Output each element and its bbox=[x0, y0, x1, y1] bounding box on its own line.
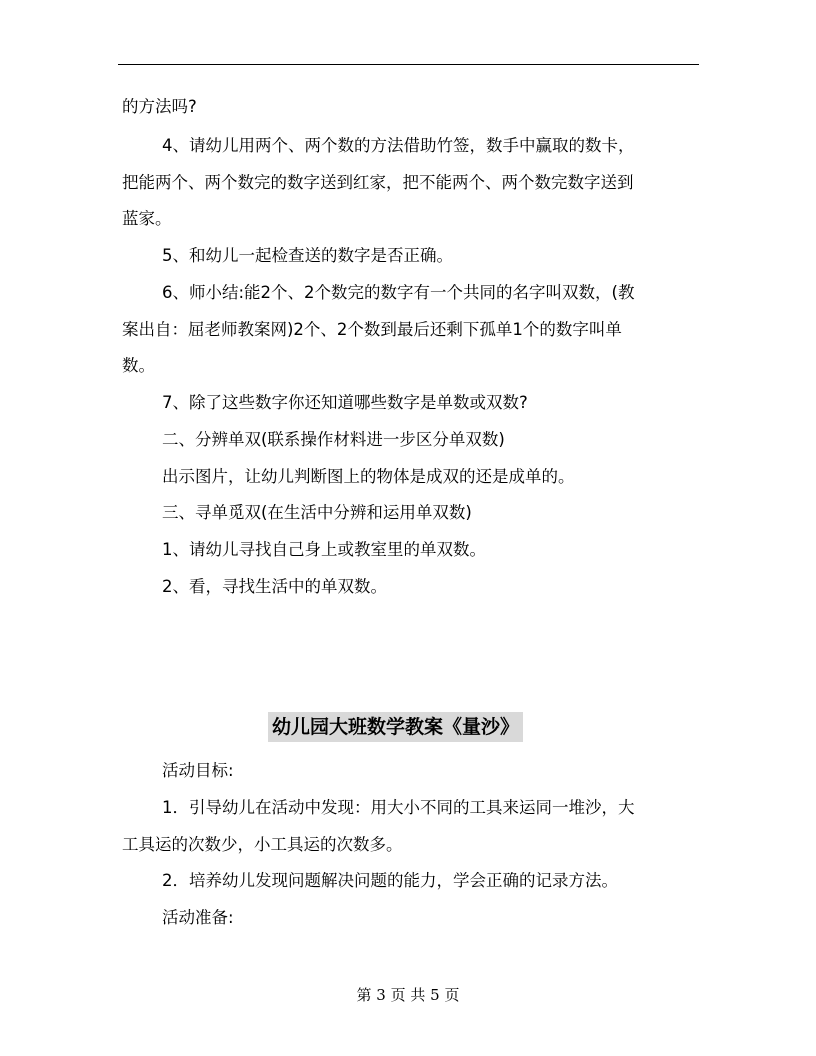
text-line: 二、分辨单双(联系操作材料进一步区分单双数) bbox=[162, 430, 505, 449]
activity-goals-heading: 活动目标: bbox=[162, 761, 234, 780]
text-line: 2、看，寻找生活中的单双数。 bbox=[162, 577, 387, 596]
text-line: 7、除了这些数字你还知道哪些数字是单数或双数? bbox=[162, 393, 528, 412]
text-line: 6、师小结:能2个、2个数完的数字有一个共同的名字叫双数，(教 bbox=[162, 283, 635, 302]
header-rule bbox=[118, 64, 699, 65]
page-number: 第 3 页 共 5 页 bbox=[356, 986, 460, 1004]
text-line: 工具运的次数少，小工具运的次数多。 bbox=[122, 835, 403, 854]
text-line: 1．引导幼儿在活动中发现：用大小不同的工具来运同一堆沙，大 bbox=[162, 798, 635, 817]
text-line: 出示图片，让幼儿判断图上的物体是成双的还是成单的。 bbox=[162, 467, 575, 486]
text-line: 数。 bbox=[122, 356, 155, 375]
text-line: 三、寻单觅双(在生活中分辨和运用单双数) bbox=[162, 503, 472, 522]
text-line: 的方法吗? bbox=[122, 97, 197, 116]
activity-prep-heading: 活动准备: bbox=[162, 908, 234, 927]
text-line: 2．培养幼儿发现问题解决问题的能力，学会正确的记录方法。 bbox=[162, 871, 618, 890]
text-line: 把能两个、两个数完的数字送到红家，把不能两个、两个数完数字送到 bbox=[122, 173, 634, 192]
text-line: 案出自：屈老师教案网)2个、2个数到最后还剩下孤单1个的数字叫单 bbox=[122, 320, 622, 339]
text-line: 5、和幼儿一起检查送的数字是否正确。 bbox=[162, 246, 453, 265]
text-line: 1、请幼儿寻找自己身上或教室里的单双数。 bbox=[162, 540, 486, 559]
text-line: 4、请幼儿用两个、两个数的方法借助竹签，数手中赢取的数卡， bbox=[162, 136, 635, 155]
section-title: 幼儿园大班数学教案《量沙》 bbox=[268, 712, 523, 742]
text-line: 蓝家。 bbox=[122, 209, 172, 228]
